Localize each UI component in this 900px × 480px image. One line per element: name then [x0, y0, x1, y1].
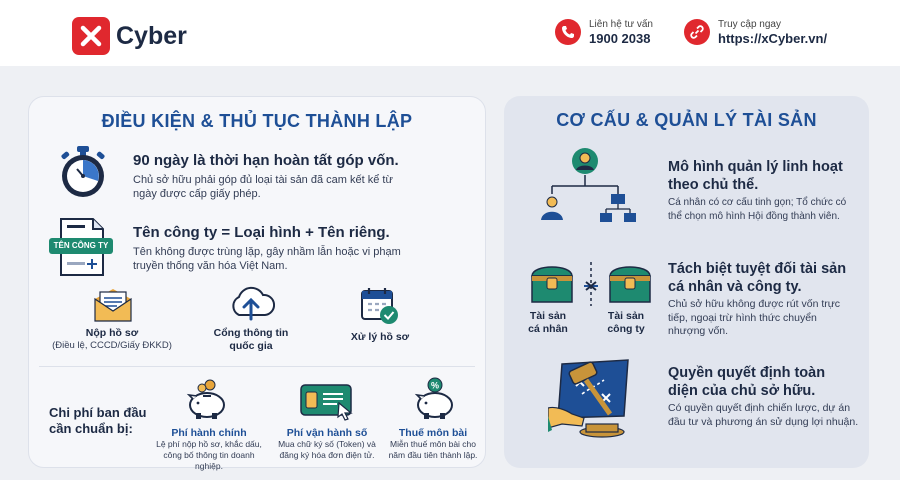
gavel-icon: [548, 358, 636, 445]
contact-web-label: Truy cập ngay: [718, 19, 781, 30]
svg-text:%: %: [430, 380, 440, 391]
item-owner-authority-heading-2: diện của chủ sở hữu.: [668, 383, 816, 399]
cost-license-tax-desc-1: Miễn thuế môn bài cho: [390, 439, 476, 449]
cloud-upload-icon: [227, 283, 275, 328]
cost-digital: [269, 427, 385, 461]
cost-license-tax-title: Thuế môn bài: [398, 427, 468, 439]
item-management-model: [668, 158, 858, 223]
step-submit-label: Nộp hồ sơ: [85, 327, 139, 339]
step-submit-sub: (Điều lệ, CCCD/Giấy ĐKKD): [52, 340, 172, 351]
left-panel-title: ĐIỀU KIỆN & THỦ TỤC THÀNH LẬP: [101, 111, 413, 131]
company-assets-label-2: công ty: [607, 323, 645, 335]
treasure-chest-icon: [528, 260, 654, 313]
step-submit: [37, 327, 187, 352]
left-panel: [28, 96, 486, 471]
stopwatch-icon: [57, 145, 109, 204]
contact-web-link[interactable]: https://xCyber.vn/: [718, 31, 828, 46]
step-portal: [189, 327, 313, 353]
logo-text: Cyber: [116, 21, 187, 50]
org-chart-icon: [532, 146, 638, 241]
right-panel-title: CƠ CẤU & QUẢN LÝ TÀI SẢN: [556, 110, 817, 130]
company-assets-label-1: Tài sản: [607, 310, 645, 322]
cost-admin: [151, 427, 267, 472]
item-company-name-heading: Tên công ty = Loại hình + Tên riêng.: [133, 224, 390, 241]
item-asset-separation-desc-1: Chủ sở hữu không được rút vốn trực: [668, 298, 841, 310]
company-assets-label: [598, 310, 654, 336]
right-panel: [504, 96, 869, 468]
phone-icon: [555, 19, 581, 45]
calendar-check-icon: [359, 285, 399, 330]
costs-heading: [49, 405, 159, 437]
item-capital-deadline-heading: 90 ngày là thời hạn hoàn tất góp vốn.: [133, 152, 399, 169]
step-processing: [325, 331, 435, 344]
divider: [39, 366, 475, 367]
item-capital-deadline-desc-2: ngày được cấp giấy phép.: [133, 188, 261, 200]
contact-phone-value[interactable]: 1900 2038: [589, 31, 651, 46]
cost-admin-desc-3: nghiệp.: [195, 461, 223, 471]
item-owner-authority-desc-2: đầu tư và phương án sử dụng lợi nhuận.: [668, 415, 859, 428]
item-management-model-heading-1: Mô hình quản lý linh hoạt: [668, 159, 843, 175]
personal-assets-label-1: Tài sản: [529, 310, 567, 322]
item-company-name-desc-1: Tên không được trùng lặp, gây nhầm lẫn hoặc vi phạm: [133, 246, 401, 258]
item-capital-deadline: [133, 151, 473, 201]
item-company-name-desc-2: truyền thống văn hóa Việt Nam.: [133, 260, 288, 272]
step-processing-label: Xử lý hồ sơ: [350, 331, 410, 343]
cost-license-tax-desc-2: năm đầu tiên thành lập.: [388, 450, 478, 460]
digital-card-icon: [299, 383, 355, 426]
piggy-bank-icon: [185, 379, 229, 426]
document-icon: [49, 217, 113, 282]
cost-digital-desc-1: Mua chữ ký số (Token) và: [278, 439, 376, 449]
contact-web[interactable]: [684, 18, 827, 46]
cost-digital-desc-2: đăng ký hóa đơn điện tử.: [279, 450, 375, 460]
personal-assets-label: [520, 310, 576, 336]
contact-phone[interactable]: [555, 18, 653, 46]
piggy-percent-icon: [413, 377, 457, 426]
item-management-model-desc-1: Cá nhân có cơ cấu tinh gọn; Tổ chức có: [668, 197, 847, 208]
link-icon: [684, 19, 710, 45]
item-owner-authority-heading-1: Quyền quyết định toàn: [668, 365, 826, 381]
item-asset-separation-desc-2: tiếp, ngoại trừ hình thức chuyển: [668, 311, 817, 324]
item-owner-authority: [668, 364, 868, 429]
personal-assets-label-2: cá nhân: [528, 323, 568, 335]
cost-license-tax: [379, 427, 487, 461]
logo[interactable]: [72, 17, 187, 55]
step-portal-label-1: Cổng thông tin: [213, 327, 289, 339]
item-asset-separation-heading-1: Tách biệt tuyệt đối tài sản: [668, 261, 847, 277]
costs-heading-1: Chi phí ban đầu: [49, 405, 147, 420]
item-company-name: [133, 223, 473, 273]
step-portal-label-2: quốc gia: [229, 340, 273, 352]
envelope-icon: [93, 287, 133, 328]
item-asset-separation-desc-3: nhượng vốn.: [668, 325, 729, 337]
header-bar: [0, 0, 900, 66]
item-capital-deadline-desc-1: Chủ sở hữu phải góp đủ loại tài sản đã cam kết kể từ: [133, 174, 393, 186]
logo-x-icon: [72, 17, 110, 55]
item-asset-separation-heading-2: cá nhân và công ty.: [668, 279, 802, 295]
contact-phone-label: Liên hệ tư vấn: [589, 19, 653, 30]
cost-admin-title: Phí hành chính: [171, 427, 247, 439]
cost-admin-desc-2: công bố thông tin doanh: [163, 450, 255, 460]
item-management-model-heading-2: theo chủ thể.: [668, 177, 759, 193]
item-owner-authority-desc-1: Có quyền quyết định chiến lược, dự án: [668, 402, 851, 414]
item-management-model-desc-2: thể chọn mô hình Hội đồng thành viên.: [668, 210, 840, 222]
cost-digital-title: Phí vận hành số: [286, 427, 368, 439]
costs-heading-2: cần chuẩn bị:: [49, 421, 133, 436]
item-asset-separation: [668, 260, 858, 339]
cost-admin-desc-1: Lệ phí nộp hồ sơ, khắc dấu,: [156, 439, 262, 449]
company-name-tag: TÊN CÔNG TY: [49, 238, 113, 254]
